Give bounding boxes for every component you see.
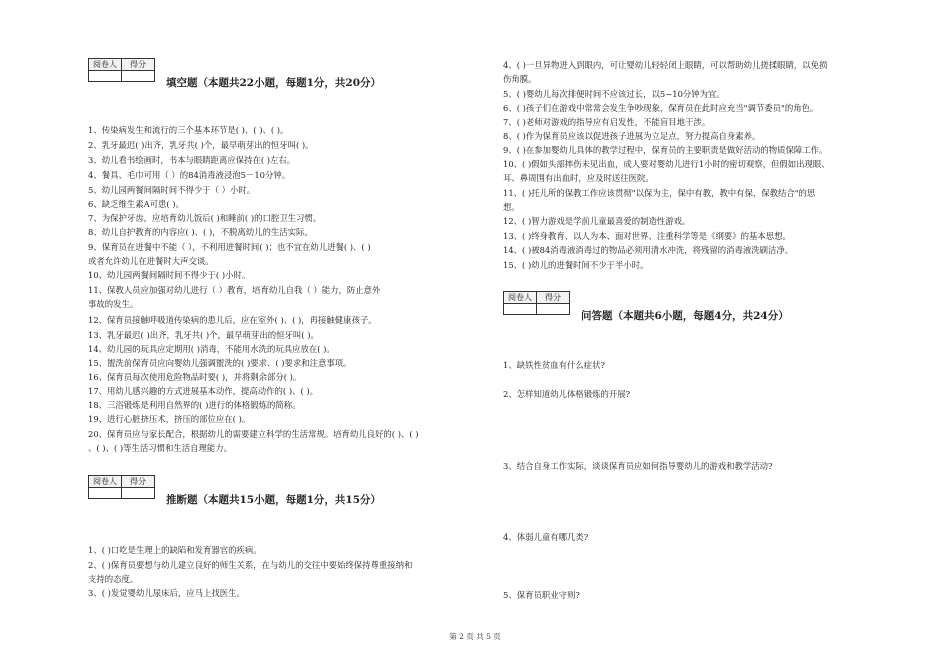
reviewer-cell	[504, 304, 537, 315]
fill-item: 5、幼儿园两餐间隔时间不得少于（ ）小时。	[88, 185, 256, 195]
fill-item: 12、保育员接触呼吸道传染病的患儿后，应在室外( )、( )，再接触健康孩子。	[88, 315, 377, 325]
judge-score-box	[88, 475, 155, 499]
judge-item: 4、( )一旦异物进入到眼内，可让婴幼儿轻轻闭上眼睛，可以帮助幼儿搓揉眼睛，以免损	[503, 60, 828, 70]
judge-item: 7、( )老师对游戏的指导应有启发性，不能盲目地干涉。	[503, 117, 711, 127]
fill-item: 16、保育员每次使用危险物品时要( )，并将剩余部分( )。	[88, 372, 302, 382]
fill-item: 10、幼儿园两餐间隔时间不得少于( )小时。	[88, 270, 251, 280]
judge-item: 支持的态度。	[88, 574, 139, 584]
fill-score-box	[88, 58, 155, 82]
qa-section-title: 问答题（本题共6小题，每题4分，共24分）	[581, 310, 789, 322]
judge-item: 9、( )在参加婴幼儿具体的教学过程中，保育员的主要职责是做好活动的物质保障工作。	[503, 145, 828, 155]
judge-item: 10、( )假如头部摔伤未见出血，成人要对婴幼儿进行1小时的密切观察，但假如出现眼、	[503, 159, 830, 169]
judge-item: 3、( )发觉婴幼儿尿床后，应马上找医生。	[88, 588, 245, 598]
fill-item: 3、幼儿看书绘画时，书本与眼睛距离应保持在( )左右。	[88, 155, 296, 165]
reviewer-cell	[89, 71, 122, 82]
reviewer-label: 阅卷人	[89, 476, 122, 488]
fill-item: 6、缺乏维生素A可患( )。	[88, 199, 184, 209]
fill-item: 4、餐具、毛巾可用（ ）的84消毒液浸泡5－10分钟。	[88, 170, 291, 180]
fill-item: 事故的发生。	[88, 299, 139, 309]
fill-item: 1、传染病发生和流行的三个基本环节是( )、( )、( )。	[88, 125, 289, 135]
reviewer-cell	[89, 488, 122, 499]
fill-item: 或者允许幼儿在进餐时大声交谈。	[88, 256, 214, 266]
judge-item: 8、( )作为保育员应该以促进孩子进展为立足点，努力提高自身素养。	[503, 131, 761, 141]
qa-item: 1、缺铁性贫血有什么症状?	[503, 360, 605, 370]
qa-item: 2、怎样知道幼儿体格锻炼的开展?	[503, 389, 631, 399]
score-cell	[122, 488, 155, 499]
judge-item: 12、( )智力游戏是学前儿童最喜爱的制造性游戏。	[503, 216, 691, 226]
fill-section-title: 填空题（本题共22小题，每题1分，共20分）	[166, 77, 382, 89]
judge-item: 2、( )保育员要想与幼儿建立良好的师生关系，在与幼儿的交往中要始终保持尊重接纳和	[88, 560, 413, 570]
fill-item: 、( )、( )等生活习惯和生活自理能力。	[88, 443, 233, 453]
judge-item: 6、( )孩子们在游戏中常常会发生争吵现象，保育员在此时应充当"调节委员"的角色。	[503, 103, 819, 113]
qa-item: 3、结合自身工作实际，谈谈保育员应如何指导婴幼儿的游戏和教学活动?	[503, 461, 773, 471]
fill-item: 9、保育员在进餐中不能（ ），不利用进餐时间( )；也不宜在幼儿进餐( )、( )	[88, 242, 371, 252]
judge-item: 11、( )托儿所的保教工作应该贯彻"以保为主，保中有教，教中有保，保教结合"的思	[503, 188, 816, 198]
score-cell	[537, 304, 570, 315]
fill-item: 8、幼儿自护教育的内容应( )、( )，不脱离幼儿的生活实际。	[88, 227, 313, 237]
score-cell	[122, 71, 155, 82]
judge-item: 5、( )婴幼儿每次排便时间不应该过长，以5~10分钟为宜。	[503, 89, 725, 99]
judge-item: 伤角膜。	[503, 74, 537, 84]
judge-item: 耳、鼻周围有出血时，应及时送往医院。	[503, 173, 654, 183]
score-table	[88, 58, 155, 82]
reviewer-label: 阅卷人	[504, 292, 537, 304]
fill-item: 11、保教人员应加强对幼儿进行（ ）教育，培育幼儿自我（ ）能力，防止意外	[88, 285, 381, 295]
fill-item: 17、用幼儿感兴趣的方式进展基本动作，提高动作的( )、( )。	[88, 386, 319, 396]
qa-score-box	[503, 291, 570, 315]
score-label: 得分	[122, 59, 155, 71]
fill-item: 7、为保护牙齿，应培育幼儿饭后( )和睡前( )的口腔卫生习惯。	[88, 213, 322, 223]
score-table	[88, 475, 155, 499]
page-footer: 第 2 页 共 5 页	[449, 632, 501, 641]
qa-item: 4、体弱儿童有哪几类?	[503, 532, 589, 542]
judge-item: 15、( )幼儿的进餐时间不少于半小时。	[503, 260, 649, 270]
judge-item: 13、( )终身教育、以人为本、面对世界、注重科学等是《纲要》的基本思想。	[503, 231, 791, 241]
score-label: 得分	[537, 292, 570, 304]
fill-item: 19、进行心脏挤压术，挤压的部位应在( )。	[88, 414, 251, 424]
fill-item: 13、乳牙最迟( )出齐，乳牙共( )个，最早萌芽出的恒牙叫( )。	[88, 330, 319, 340]
judge-item: 14、( )被84消毒液消毒过的物品必须用清水冲洗，将残留的消毒液洗刷洁净。	[503, 245, 794, 255]
qa-item: 5、保育员职业守则?	[503, 590, 580, 600]
score-label: 得分	[122, 476, 155, 488]
reviewer-label: 阅卷人	[89, 59, 122, 71]
judge-item: 1、( )口吃是生理上的缺陷和发育器官的疾病。	[88, 545, 262, 555]
fill-item: 2、乳牙最迟( )出齐，乳牙共( )个，最早萌芽出的恒牙叫( )。	[88, 140, 314, 150]
judge-section-title: 推断题（本题共15小题，每题1分，共15分）	[166, 494, 382, 506]
judge-item: 想。	[503, 202, 520, 212]
score-table	[503, 291, 570, 315]
fill-item: 18、三浴锻炼是利用自然界的( )进行的体格锻炼的简称。	[88, 400, 301, 410]
fill-item: 14、幼儿园的玩具应定期用( )消毒，不能用水洗的玩具应放在( )。	[88, 344, 335, 354]
fill-item: 20、保育员应与家长配合，根据幼儿的需要建立科学的生活常规。培育幼儿良好的( )、( )	[88, 429, 419, 439]
fill-item: 15、盥洗前保育员应向婴幼儿强调盥洗的( )要求、( )要求和注意事项。	[88, 358, 352, 368]
